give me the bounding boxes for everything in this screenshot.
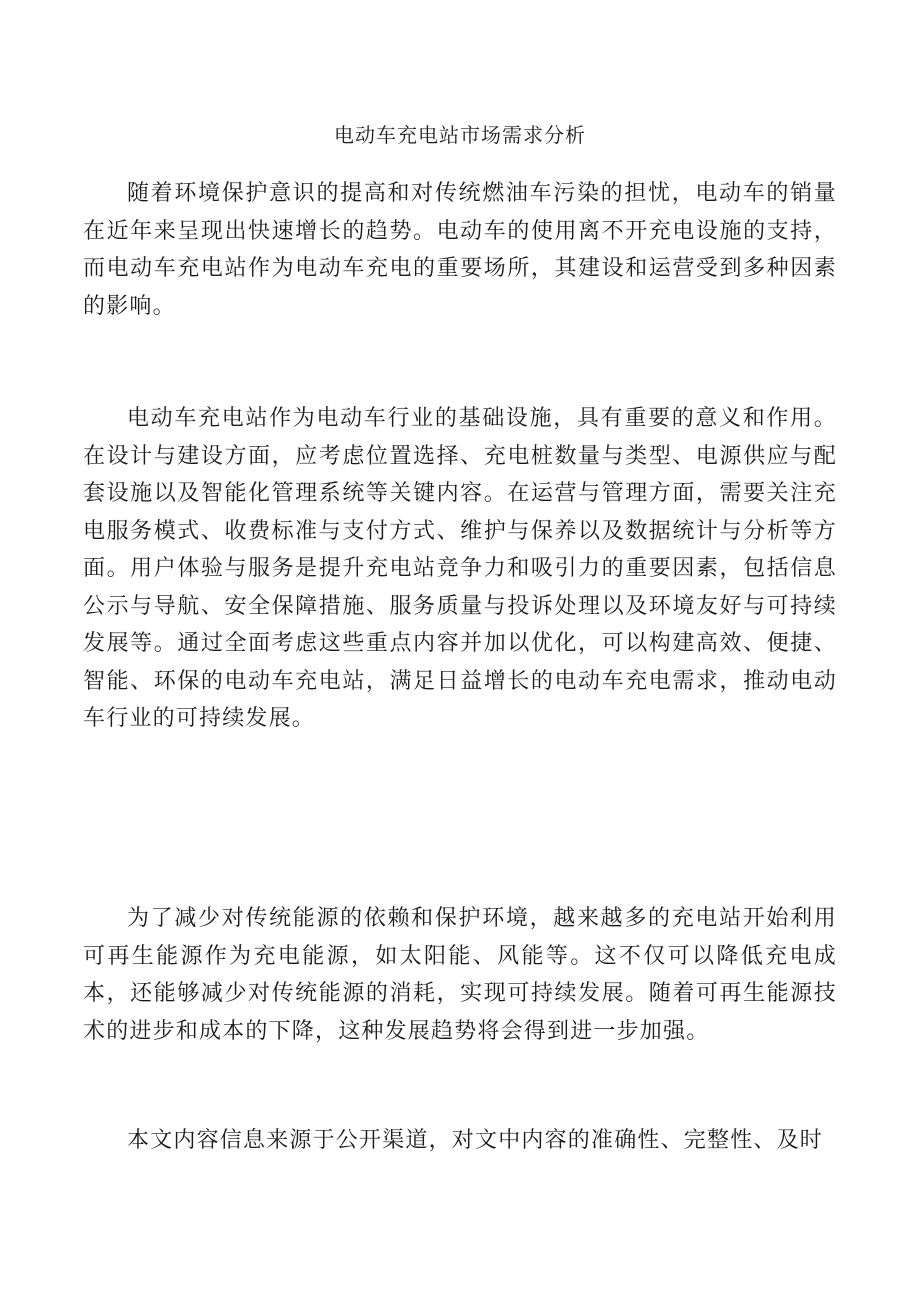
paragraph-renewable-energy: 为了减少对传统能源的依赖和保护环境，越来越多的充电站开始利用可再生能源作为充电能源，如太阳能、风能等。这不仅可以降低充电成本，还能够减少对传统能源的消耗，实现可持续发展。随着可再生能源技术的进步和成本的下降，这种发展趋势将会得到进一步加强。 (83, 906, 837, 1044)
paragraph-infrastructure: 电动车充电站作为电动车行业的基础设施，具有重要的意义和作用。在设计与建设方面，应考虑位置选择、充电桩数量与类型、电源供应与配套设施以及智能化管理系统等关键内容。在运营与管理方面，需要关注充电服务模式、收费标准与支付方式、维护与保养以及数据统计与分析等方面。用户体验与服务是提升充电站竞争力和吸引力的重要因素，包括信息公示与导航、安全保障措施、服务质量与投诉处理以及环境友好与可持续发展等。通过全面考虑这些重点内容并加以优化，可以构建高效、便捷、智能、环保的电动车充电站，满足日益增长的电动车充电需求，推动电动车行业的可持续发展。 (83, 406, 837, 731)
document-title: 电动车充电站市场需求分析 (334, 123, 586, 147)
paragraph-intro: 随着环境保护意识的提高和对传统燃油车污染的担忧，电动车的销量在近年来呈现出快速增长的趋势。电动车的使用离不开充电设施的支持，而电动车充电站作为电动车充电的重要场所，其建设和运营受到多种因素的影响。 (83, 181, 837, 319)
paragraph-disclaimer: 本文内容信息来源于公开渠道，对文中内容的准确性、完整性、及时 (127, 1128, 824, 1153)
